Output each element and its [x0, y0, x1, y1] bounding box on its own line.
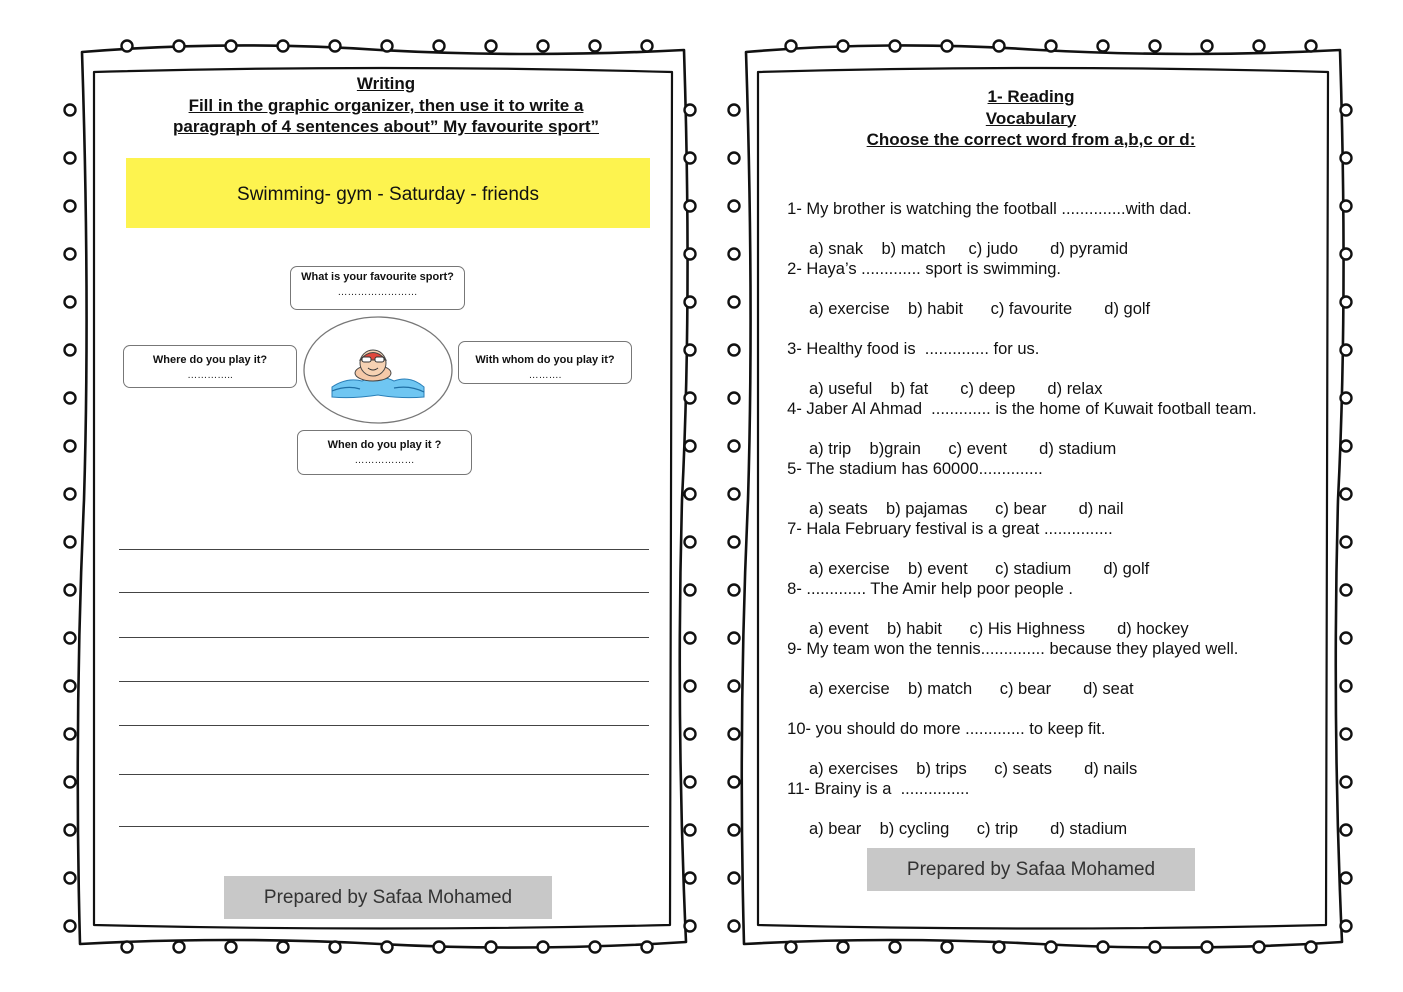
border-loop-ornament: [226, 41, 237, 52]
organizer-bottom-bubble[interactable]: [297, 430, 472, 475]
border-loop-ornament: [729, 585, 740, 596]
border-loop-ornament: [1341, 777, 1352, 788]
border-loop-ornament: [1341, 681, 1352, 692]
border-loop-ornament: [434, 942, 445, 953]
border-loop-ornament: [65, 825, 76, 836]
left-footer: [224, 876, 552, 919]
writing-header: [94, 73, 678, 138]
border-loop-ornament: [538, 41, 549, 52]
border-loop-ornament: [330, 942, 341, 953]
border-loop-ornament: [786, 942, 797, 953]
border-loop-ornament: [838, 41, 849, 52]
question-text: 1- My brother is watching the football ..............with dad.: [787, 200, 1192, 218]
organizer-top-question: What is your favourite sport?: [301, 271, 454, 283]
border-loop-ornament: [1341, 537, 1352, 548]
question-options[interactable]: a) exercises b) trips c) seats d) nails: [809, 760, 1138, 778]
question-text: 10- you should do more ............. to keep fit.: [787, 720, 1106, 738]
border-loop-ornament: [642, 942, 653, 953]
border-loop-ornament: [1254, 41, 1265, 52]
word-bank-box: [126, 158, 650, 228]
border-loop-ornament: [1046, 942, 1057, 953]
border-loop-ornament: [1341, 585, 1352, 596]
question-text: 2- Haya’s ............. sport is swimming.: [787, 260, 1062, 278]
border-loop-ornament: [942, 942, 953, 953]
border-loop-ornament: [65, 345, 76, 356]
border-loop-ornament: [729, 489, 740, 500]
organizer-center-oval: [302, 315, 454, 425]
border-loop-ornament: [65, 633, 76, 644]
border-loop-ornament: [942, 41, 953, 52]
writing-instruction-line2: paragraph of 4 sentences about” My favourite sport”: [172, 117, 600, 136]
border-loop-ornament: [685, 537, 696, 548]
organizer-top-bubble[interactable]: [290, 266, 465, 310]
border-loop-ornament: [1150, 942, 1161, 953]
border-loop-ornament: [590, 41, 601, 52]
border-loop-ornament: [994, 942, 1005, 953]
border-loop-ornament: [685, 777, 696, 788]
border-loop-ornament: [65, 297, 76, 308]
border-loop-ornament: [1341, 345, 1352, 356]
question-text: 7- Hala February festival is a great ...............: [787, 520, 1113, 538]
border-loop-ornament: [65, 921, 76, 932]
reading-header: [758, 86, 1304, 151]
border-loop-ornament: [174, 942, 185, 953]
organizer-right-question: With whom do you play it?: [475, 354, 615, 366]
question-text: 4- Jaber Al Ahmad ............. is the home of Kuwait football team.: [787, 400, 1257, 418]
border-loop-ornament: [65, 729, 76, 740]
border-loop-ornament: [1341, 729, 1352, 740]
question-options[interactable]: a) snak b) match c) judo d) pyramid: [809, 240, 1129, 258]
question-text: 9- My team won the tennis.............. because they played well.: [787, 640, 1239, 658]
border-loop-ornament: [1046, 41, 1057, 52]
organizer-bottom-question: When do you play it ?: [327, 439, 442, 451]
border-loop-ornament: [729, 729, 740, 740]
border-loop-ornament: [122, 942, 133, 953]
question-options[interactable]: a) exercise b) habit c) favourite d) golf: [809, 300, 1151, 318]
border-loop-ornament: [685, 441, 696, 452]
border-loop-ornament: [1341, 921, 1352, 932]
organizer-top-blank: ……………………: [337, 287, 418, 298]
border-loop-ornament: [685, 297, 696, 308]
border-loop-ornament: [1341, 105, 1352, 116]
border-loop-ornament: [65, 201, 76, 212]
border-loop-ornament: [278, 942, 289, 953]
border-loop-ornament: [1341, 393, 1352, 404]
border-loop-ornament: [538, 942, 549, 953]
border-loop-ornament: [590, 942, 601, 953]
question-text: 8- ............. The Amir help poor people .: [787, 580, 1074, 598]
border-loop-ornament: [685, 729, 696, 740]
writing-line[interactable]: [119, 549, 649, 550]
border-loop-ornament: [1341, 201, 1352, 212]
border-loop-ornament: [685, 345, 696, 356]
border-loop-ornament: [278, 41, 289, 52]
border-loop-ornament: [685, 489, 696, 500]
border-loop-ornament: [330, 41, 341, 52]
border-loop-ornament: [226, 942, 237, 953]
border-loop-ornament: [729, 777, 740, 788]
question-options[interactable]: a) trip b)grain c) event d) stadium: [809, 440, 1117, 458]
border-loop-ornament: [786, 41, 797, 52]
border-loop-ornament: [685, 633, 696, 644]
border-loop-ornament: [1341, 441, 1352, 452]
border-loop-ornament: [685, 825, 696, 836]
border-loop-ornament: [174, 41, 185, 52]
border-loop-ornament: [729, 633, 740, 644]
question-options[interactable]: a) useful b) fat c) deep d) relax: [809, 380, 1103, 398]
organizer-left-bubble[interactable]: [123, 345, 297, 388]
border-loop-ornament: [685, 585, 696, 596]
question-options[interactable]: a) exercise b) event c) stadium d) golf: [809, 560, 1150, 578]
right-footer: [867, 848, 1195, 891]
border-loop-ornament: [382, 41, 393, 52]
border-loop-ornament: [729, 345, 740, 356]
border-loop-ornament: [65, 249, 76, 260]
border-loop-ornament: [1341, 633, 1352, 644]
border-loop-ornament: [486, 942, 497, 953]
border-loop-ornament: [1202, 41, 1213, 52]
border-loop-ornament: [65, 153, 76, 164]
border-loop-ornament: [65, 105, 76, 116]
border-loop-ornament: [729, 873, 740, 884]
border-loop-ornament: [65, 777, 76, 788]
border-loop-ornament: [729, 537, 740, 548]
border-loop-ornament: [890, 41, 901, 52]
border-loop-ornament: [729, 297, 740, 308]
border-loop-ornament: [434, 41, 445, 52]
border-loop-ornament: [1098, 41, 1109, 52]
border-loop-ornament: [685, 105, 696, 116]
border-loop-ornament: [685, 681, 696, 692]
border-loop-ornament: [994, 41, 1005, 52]
border-loop-ornament: [729, 105, 740, 116]
word-bank-text: Swimming- gym - Saturday - friends: [237, 184, 539, 205]
border-loop-ornament: [729, 153, 740, 164]
writing-line[interactable]: [119, 826, 649, 827]
border-loop-ornament: [729, 681, 740, 692]
writing-heading: Writing: [356, 74, 416, 93]
organizer-left-question: Where do you play it?: [152, 354, 268, 366]
border-loop-ornament: [685, 249, 696, 260]
organizer-bottom-blank: ………………: [354, 455, 415, 466]
border-loop-ornament: [1306, 41, 1317, 52]
organizer-left-blank: …………..: [187, 370, 233, 381]
border-loop-ornament: [685, 921, 696, 932]
border-loop-ornament: [486, 41, 497, 52]
border-loop-ornament: [685, 393, 696, 404]
writing-line[interactable]: [119, 774, 649, 775]
border-loop-ornament: [1341, 153, 1352, 164]
border-loop-ornament: [1341, 489, 1352, 500]
border-loop-ornament: [65, 489, 76, 500]
border-loop-ornament: [1341, 825, 1352, 836]
border-loop-ornament: [685, 201, 696, 212]
border-loop-ornament: [65, 393, 76, 404]
border-loop-ornament: [1150, 41, 1161, 52]
border-loop-ornament: [838, 942, 849, 953]
border-loop-ornament: [890, 942, 901, 953]
writing-line[interactable]: [119, 725, 649, 726]
border-loop-ornament: [382, 942, 393, 953]
border-loop-ornament: [642, 41, 653, 52]
question-text: 11- Brainy is a ...............: [787, 780, 970, 798]
reading-heading: 1- Reading: [987, 87, 1075, 106]
question-options[interactable]: a) seats b) pajamas c) bear d) nail: [809, 500, 1124, 518]
question-options[interactable]: a) event b) habit c) His Highness d) hockey: [809, 620, 1189, 638]
question-options[interactable]: a) bear b) cycling c) trip d) stadium: [809, 820, 1128, 838]
border-loop-ornament: [65, 441, 76, 452]
left-footer-text: Prepared by Safaa Mohamed: [263, 886, 513, 908]
border-loop-ornament: [65, 873, 76, 884]
border-loop-ornament: [729, 921, 740, 932]
border-loop-ornament: [1254, 942, 1265, 953]
reading-subheading: Vocabulary: [985, 108, 1077, 128]
border-loop-ornament: [685, 153, 696, 164]
border-loop-ornament: [65, 537, 76, 548]
border-loop-ornament: [1202, 942, 1213, 953]
border-loop-ornament: [685, 873, 696, 884]
organizer-right-blank: ……….: [528, 370, 562, 381]
writing-line[interactable]: [119, 681, 649, 682]
border-loop-ornament: [1341, 249, 1352, 260]
border-loop-ornament: [729, 249, 740, 260]
question-text: 5- The stadium has 60000..............: [787, 460, 1043, 478]
writing-line[interactable]: [119, 637, 649, 638]
border-loop-ornament: [65, 585, 76, 596]
writing-instruction-line1: Fill in the graphic organizer, then use it to write a: [188, 95, 584, 115]
writing-line[interactable]: [119, 592, 649, 593]
question-options[interactable]: a) exercise b) match c) bear d) seat: [809, 680, 1134, 698]
border-loop-ornament: [65, 681, 76, 692]
border-loop-ornament: [729, 201, 740, 212]
border-loop-ornament: [1306, 942, 1317, 953]
question-text: 3- Healthy food is .............. for us.: [787, 340, 1040, 358]
border-loop-ornament: [1098, 942, 1109, 953]
border-loop-ornament: [729, 825, 740, 836]
border-loop-ornament: [729, 393, 740, 404]
reading-instruction: Choose the correct word from a,b,c or d:: [866, 130, 1196, 149]
organizer-right-bubble[interactable]: [458, 341, 632, 384]
border-loop-ornament: [1341, 297, 1352, 308]
right-footer-text: Prepared by Safaa Mohamed: [906, 858, 1156, 880]
border-loop-ornament: [122, 41, 133, 52]
border-loop-ornament: [1341, 873, 1352, 884]
question-11: [778, 759, 1127, 859]
border-loop-ornament: [729, 441, 740, 452]
